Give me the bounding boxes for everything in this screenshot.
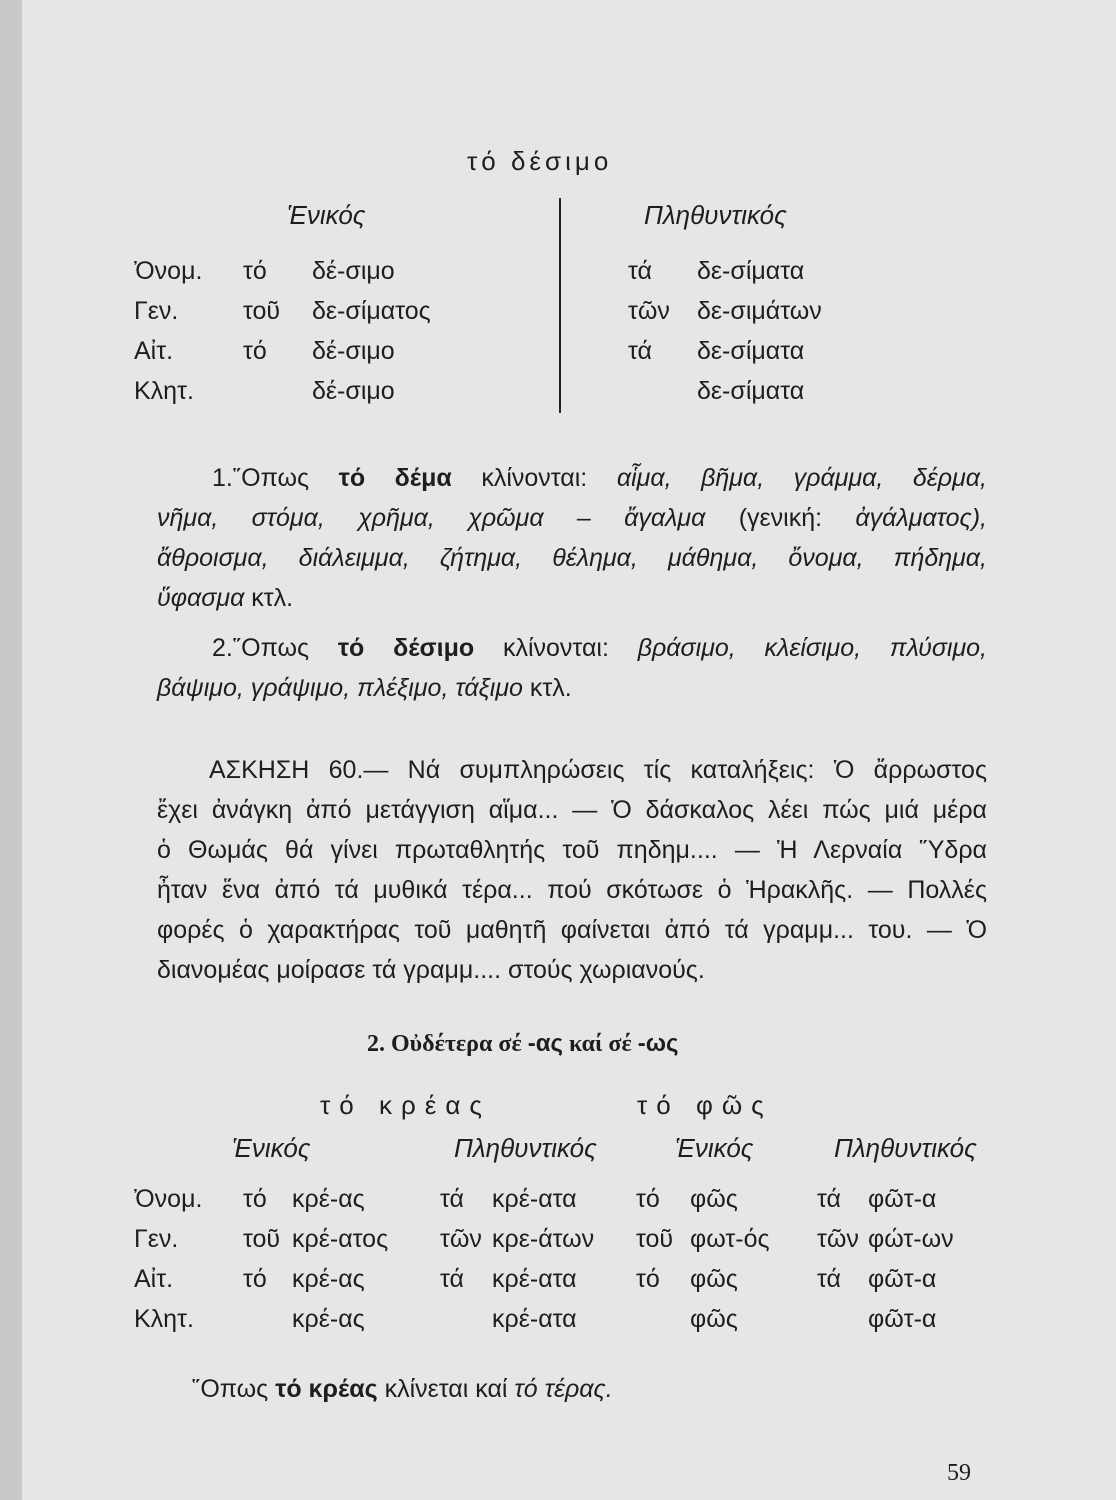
table2-header: Ἑνικός xyxy=(232,1133,311,1163)
word-list: αἷμα, βῆμα, γράμμα, δέρμα, xyxy=(616,464,988,492)
table1-title: τό δέσιμο xyxy=(467,146,613,176)
page-number: 59 xyxy=(947,1460,971,1486)
genitive-label: (γενική: xyxy=(738,504,823,532)
section-2-heading xyxy=(367,1030,678,1058)
article: τά xyxy=(628,337,652,365)
article: τά xyxy=(440,1185,464,1213)
form: δέ-σιμο xyxy=(312,257,395,285)
verb: κλίνονται: xyxy=(481,464,588,492)
article: τό xyxy=(636,1265,660,1293)
exercise-line: ἦταν ἕνα ἀπό τά μυθικά τέρα... πού σκότωσε ὁ Ἡρακλῆς. — Πολλές xyxy=(157,876,987,904)
word-list: ὕφασμα xyxy=(157,584,245,612)
exercise-line: ὁ Θωμάς θά γίνει πρωταθλητής τοῦ πηδημ.... — Ἡ Λερναία ῞Υδρα xyxy=(157,836,987,864)
form: κρέ-ατα xyxy=(492,1185,577,1213)
model-word: τό δέσιμο xyxy=(337,634,475,662)
case-label: Ὀνομ. xyxy=(134,257,203,285)
form: δε-σίματος xyxy=(312,297,431,325)
form: φωτ-ός xyxy=(690,1225,770,1253)
final-note-prefix: ῞Οπως xyxy=(192,1375,269,1403)
table2-header: Ἑνικός xyxy=(675,1133,754,1163)
table2-header: Πληθυντικός xyxy=(454,1133,597,1163)
form: φῶς xyxy=(690,1185,738,1213)
article: τοῦ xyxy=(243,297,281,325)
etc: κτλ. xyxy=(251,584,294,612)
note-2-line xyxy=(157,628,987,668)
final-note xyxy=(192,1375,613,1404)
note-2-prefix: 2.῞Οπως xyxy=(212,634,310,662)
case-label: Κλητ. xyxy=(134,377,194,405)
case-label: Αἰτ. xyxy=(134,337,174,365)
form: κρέ-ας xyxy=(292,1185,365,1213)
form: φώτ-ων xyxy=(868,1225,954,1253)
form: κρε-άτων xyxy=(492,1225,595,1253)
article: τά xyxy=(440,1265,464,1293)
form: δε-σίματα xyxy=(697,257,805,285)
heading-text: 2. Οὐδέτερα σέ xyxy=(367,1031,522,1057)
table2-title-left: τό κρέας xyxy=(320,1090,491,1120)
table1-plural-header: Πληθυντικός xyxy=(644,200,787,230)
form: φῶς xyxy=(690,1265,738,1293)
note-1 xyxy=(157,458,987,618)
form: φῶς xyxy=(690,1305,738,1333)
exercise-line: φορές ὁ χαρακτήρας τοῦ μαθητῆ φαίνεται ἀπό τά γραμμ... του. — Ὁ xyxy=(157,916,987,944)
note-2 xyxy=(157,628,987,708)
genitive-form: ἀγάλματος), xyxy=(855,504,987,532)
exercise-line: ἔχει ἀνάγκη ἀπό μετάγγιση αἵμα... — Ὁ δάσκαλος λέει πώς μιά μέρα xyxy=(157,796,987,824)
case-label: Ὀνομ. xyxy=(134,1185,203,1213)
form: δέ-σιμο xyxy=(312,337,395,365)
article: τοῦ xyxy=(243,1225,281,1253)
form: δέ-σιμο xyxy=(312,377,395,405)
heading-text: καί σέ xyxy=(568,1031,632,1057)
article: τό xyxy=(243,257,267,285)
note-1-line xyxy=(157,498,987,538)
form: κρέ-ατος xyxy=(292,1225,389,1253)
book-page xyxy=(22,0,1116,1500)
note-1-line: ἄθροισμα, διάλειμμα, ζήτημα, θέλημα, μάθημα, ὄνομα, πήδημα, xyxy=(157,544,987,572)
form: κρέ-ατα xyxy=(492,1265,577,1293)
word-list: νῆμα, στόμα, χρῆμα, χρῶμα – ἄγαλμα xyxy=(157,504,706,532)
form: δε-σίματα xyxy=(697,337,805,365)
table1-divider xyxy=(559,198,561,413)
table1-singular-header: Ἑνικός xyxy=(287,200,366,230)
note-1-line xyxy=(157,458,987,498)
ending: -ως xyxy=(637,1030,679,1057)
table2-title-right: τό φῶς xyxy=(637,1090,773,1120)
article: τοῦ xyxy=(636,1225,674,1253)
model-word: τό δέμα xyxy=(338,464,452,492)
case-label: Αἰτ. xyxy=(134,1265,174,1293)
note-2-line xyxy=(157,668,987,708)
exercise-60 xyxy=(157,750,987,990)
exercise-line: ΑΣΚΗΣΗ 60.— Νά συμπληρώσεις τίς καταλήξεις: Ὁ ἄρρωστος xyxy=(209,756,987,784)
case-label: Κλητ. xyxy=(134,1305,194,1333)
article: τῶν xyxy=(817,1225,859,1253)
note-1-line xyxy=(157,578,987,618)
etc: κτλ. xyxy=(529,674,572,702)
form: κρέ-ας xyxy=(292,1265,365,1293)
form: δε-σιμάτων xyxy=(697,297,822,325)
article: τό xyxy=(243,1185,267,1213)
form: φῶτ-α xyxy=(868,1265,937,1293)
article: τῶν xyxy=(628,297,670,325)
exercise-line: διανομέας μοίρασε τά γραμμ.... στούς χωριανούς. xyxy=(157,956,705,984)
form: φῶτ-α xyxy=(868,1305,937,1333)
word-list: βάψιμο, γράψιμο, πλέξιμο, τάξιμο xyxy=(157,674,523,702)
form: κρέ-ατα xyxy=(492,1305,577,1333)
table2-header: Πληθυντικός xyxy=(834,1133,977,1163)
note-1-prefix: 1.῞Οπως xyxy=(212,464,310,492)
model-word: τό κρέας xyxy=(275,1375,378,1403)
article: τό xyxy=(636,1185,660,1213)
article: τό xyxy=(243,337,267,365)
article: τά xyxy=(817,1265,841,1293)
final-note-text: κλίνεται καί xyxy=(384,1375,508,1403)
ending: -ας xyxy=(527,1030,563,1057)
case-label: Γεν. xyxy=(134,297,179,325)
form: κρέ-ας xyxy=(292,1305,365,1333)
article: τά xyxy=(628,257,652,285)
word-list: βράσιμο, κλείσιμο, πλύσιμο, xyxy=(637,634,988,662)
verb: κλίνονται: xyxy=(502,634,609,662)
article: τό xyxy=(243,1265,267,1293)
case-label: Γεν. xyxy=(134,1225,179,1253)
form: φῶτ-α xyxy=(868,1185,937,1213)
example-word: τό τέρας. xyxy=(514,1375,613,1403)
form: δε-σίματα xyxy=(697,377,805,405)
article: τῶν xyxy=(440,1225,482,1253)
article: τά xyxy=(817,1185,841,1213)
